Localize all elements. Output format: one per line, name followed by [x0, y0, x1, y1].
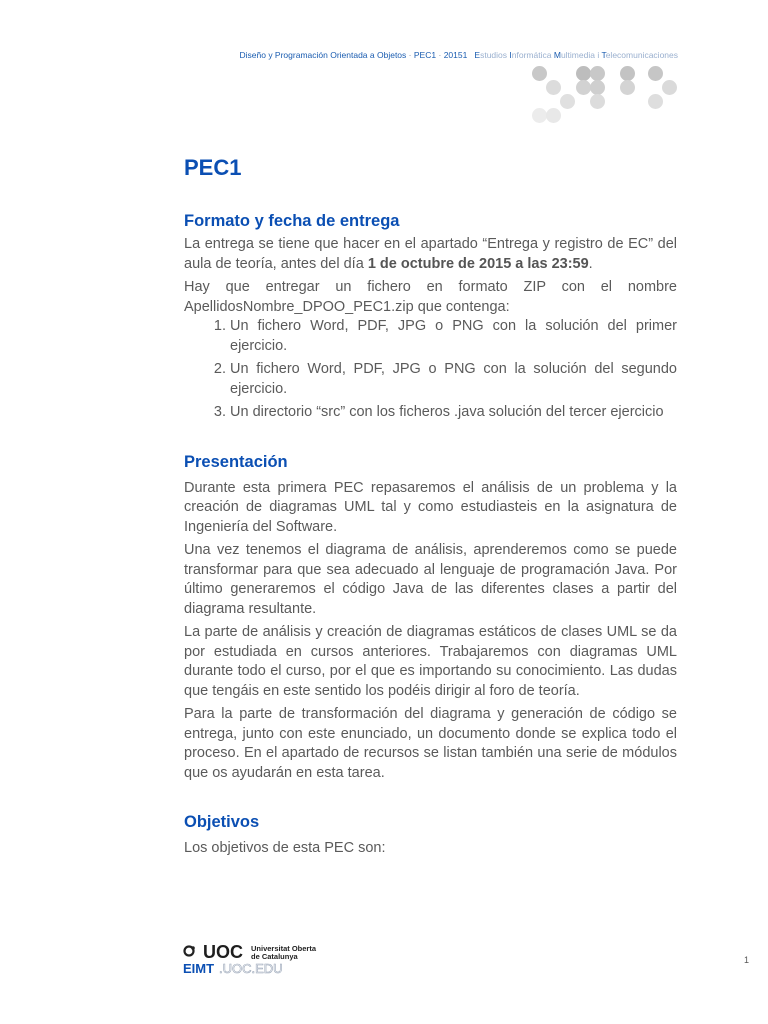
paragraph-zip: Hay que entregar un fichero en formato ZIP con el nombre ApellidosNombre_DPOO_PEC1.zip que contenga: [184, 279, 677, 315]
dot [590, 66, 605, 81]
paragraph: La parte de análisis y creación de diagramas estáticos de clases UML se da por estudiada en cursos anteriores. Trabajaremos con diagramas UML durante todo el curso, por el que es importando su conocimiento. Las dudas que tengáis en este sentido los podéis dirigir al foro de teoría. [184, 624, 677, 699]
dot [590, 94, 605, 109]
list-item: 1. Un fichero Word, PDF, JPG o PNG con la solución del primer ejercicio. [230, 317, 677, 356]
deliverables-list [184, 317, 677, 423]
dot [648, 66, 663, 81]
univ-line-1: Universitat Oberta [251, 944, 317, 953]
paragraph: Durante esta primera PEC repasaremos el análisis de un problema y la creación de diagramas UML tal y como estudiasteis en la asignatura de Ingeniería del Software. [184, 479, 677, 535]
section-heading-objetivos: Objetivos [184, 813, 260, 831]
document-body [184, 152, 677, 859]
domain-text: .UOC.EDU [219, 961, 283, 976]
deadline-bold: 1 de octubre de 2015 a las 23:59 [367, 255, 589, 272]
dot [590, 80, 605, 95]
page-number: 1 [744, 955, 750, 965]
paragraph: Para la parte de transformación del diagrama y generación de código se entrega, junto con este enunciado, un documento donde se explica todo el proceso. En el apartado de recursos se listan también una serie de módulos que os ayudarán en esta tarea. [184, 706, 677, 781]
header-studies: Estudios Informática Multimedia i Telecomunicaciones [474, 50, 678, 60]
list-item: 2. Un fichero Word, PDF, JPG o PNG con la solución del segundo ejercicio. [230, 360, 677, 399]
decorative-dots-logo [528, 66, 688, 126]
header-doc: PEC1 [413, 50, 437, 60]
dot [560, 94, 575, 109]
uoc-eimt-logo [183, 942, 323, 978]
uoc-text: UOC [203, 942, 243, 962]
eimt-text: EIMT [183, 961, 215, 976]
paragraph: Una vez tenemos el diagrama de análisis, aprenderemos como se puede transformar para que sea adecuado al lenguaje de programación Java. Por último generaremos el código Java de las diferentes clases a partir del diagrama resultante. [184, 542, 677, 617]
dot [532, 108, 547, 123]
section-heading-presentacion: Presentación [184, 452, 288, 471]
dot [532, 66, 547, 81]
dot [546, 108, 561, 123]
paragraph-entrega: La entrega se tiene que hacer en el apartado “Entrega y registro de EC” del aula de teoría, antes del día 1 de octubre de 2015 a las 23:59. [184, 236, 677, 272]
header-course: Diseño y Programación Orientada a Objetos [239, 50, 407, 60]
dot [546, 80, 561, 95]
univ-line-2: de Catalunya [251, 952, 298, 961]
dot [648, 94, 663, 109]
paragraph: Los objetivos de esta PEC son: [184, 840, 386, 856]
page-title: PEC1 [184, 155, 242, 180]
section-heading-formato: Formato y fecha de entrega [184, 212, 400, 230]
uoc-logo-graphic [183, 942, 323, 978]
dot [620, 66, 635, 81]
header-term: 20151 [443, 50, 468, 60]
running-header: Diseño y Programación Orientada a Objetos · PEC1 · 20151 Estudios Informática Multimedia i Telecomunicaciones [239, 50, 678, 60]
list-item: 3. Un directorio “src” con los ficheros .java solución del tercer ejercicio [230, 403, 677, 423]
dot [662, 80, 677, 95]
dot [576, 66, 591, 81]
dot [620, 80, 635, 95]
dot [576, 80, 591, 95]
